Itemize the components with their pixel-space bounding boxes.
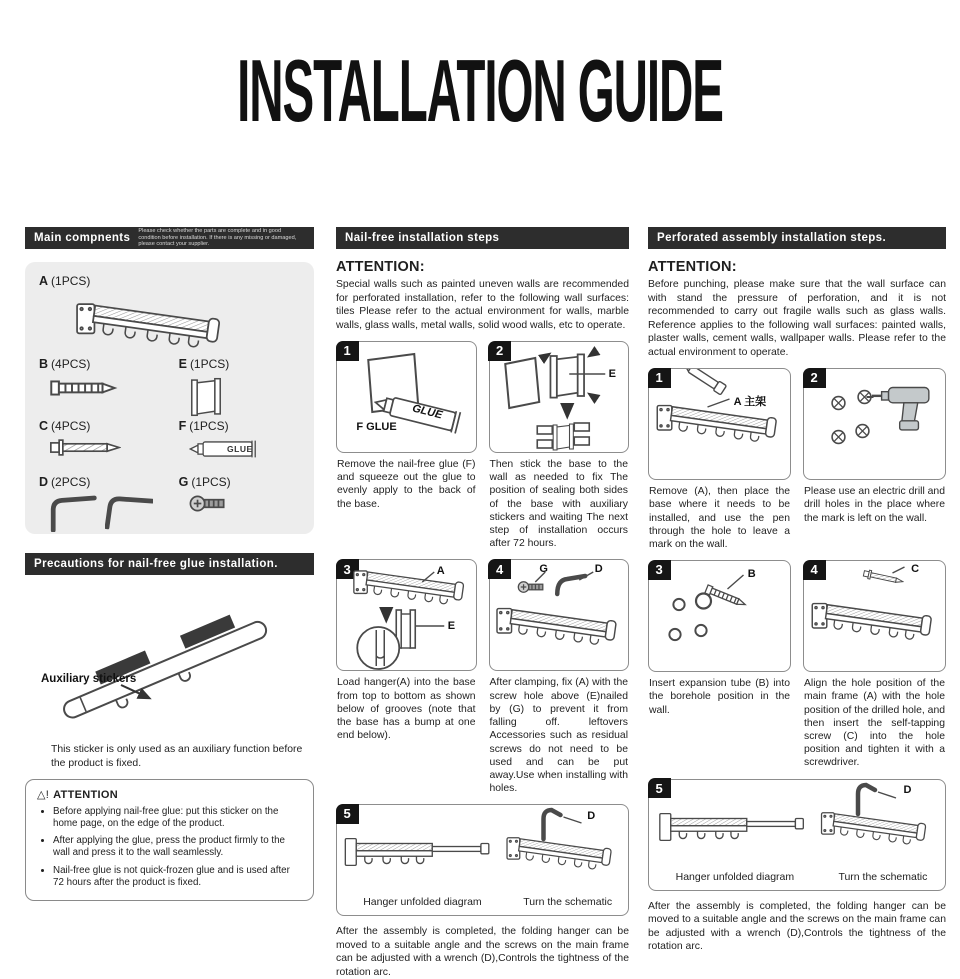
- label-g: G: [539, 562, 548, 575]
- main-components-title: Main compnents: [34, 232, 131, 244]
- auxiliary-sticker-illustration: [25, 581, 314, 739]
- part-e: E (1PCS): [179, 357, 300, 419]
- unfolded-diagram-label: Hanger unfolded diagram: [363, 896, 482, 909]
- step-number-badge: 1: [648, 368, 671, 388]
- auxiliary-stickers-label: Auxiliary stickers: [41, 673, 137, 685]
- label-a-frame: A 主架: [733, 396, 767, 409]
- step-caption-2: Please use an electric drill and drill holes in the place where the mark is left on the wall.: [804, 486, 945, 524]
- label-a: A: [436, 564, 445, 577]
- drill-holes-drawing: [804, 369, 945, 479]
- step-number-badge: 2: [488, 341, 511, 361]
- parts-grid: [39, 357, 300, 533]
- turn-schematic-label: Turn the schematic: [838, 870, 928, 883]
- allen-wrench-icon: [105, 494, 153, 532]
- perforated-footer: After the assembly is completed, the folding hanger can be moved to a suitable angle and the screws on the main frame can be adjusted with a wrench (D),Controls the tightness of the rotation arc.: [648, 900, 946, 953]
- step-number-badge: 4: [488, 559, 511, 579]
- main-components-note: Please check whether the parts are complete and in good condition before installation. If there is any missing or damaged, please contact your supplier.: [138, 227, 297, 248]
- nail-free-attention-text: Special walls such as painted uneven walls are recommended for perforated installation, refer to the following wall surfaces: tiles Please refer to the actual environment for walls, marble walls, glass walls, metal walls, solid wood walls, etc to operate.: [336, 279, 629, 331]
- unfolded-diagram-label: Hanger unfolded diagram: [675, 870, 795, 883]
- nail-free-column: [336, 227, 629, 979]
- label-f-glue: F GLUE: [356, 421, 397, 434]
- hanger-frame-icon: [49, 293, 254, 357]
- components-box: [25, 262, 314, 534]
- step-number-badge: 5: [648, 778, 671, 798]
- label-d: D: [587, 809, 596, 822]
- expansion-anchor-icon: [49, 376, 119, 400]
- part-d: D (2PCS): [39, 475, 179, 533]
- main-components-header: [25, 227, 314, 249]
- step-number-badge: 3: [336, 559, 359, 579]
- insert-anchor-drawing: [649, 561, 790, 671]
- fix-with-screw-drawing: [490, 560, 629, 670]
- step-frame-4: [803, 560, 946, 672]
- label-c: C: [911, 563, 920, 576]
- nail-free-header: Nail-free installation steps: [336, 227, 629, 249]
- step-number-badge: 4: [803, 560, 826, 580]
- nail-free-footer: After the assembly is completed, the folding hanger can be moved to a suitable angle and the screws on the main frame can be adjusted with a wrench (D),Controls the tightness of the rotation arc.: [336, 926, 629, 978]
- step-frame-5: [336, 804, 629, 916]
- perforated-steps: [648, 368, 946, 890]
- step-number-badge: 5: [336, 804, 359, 824]
- part-a: [39, 274, 300, 357]
- step-number-badge: 2: [803, 368, 826, 388]
- step-caption-2: Then stick the base to the wall as needed to fix The position of sealing both sides of the base with auxiliary stickers and waiting The next step of installation occurs after 72 hours.: [489, 459, 628, 550]
- label-d: D: [903, 783, 912, 796]
- mark-wall-drawing: [649, 369, 790, 479]
- attention-bullet: • After applying the glue, press the product firmly to the wall and press it to the wall seamlessly.: [53, 835, 302, 859]
- step-caption-4: Align the hole position of the main frame (A) with the hole position of the drilled hole, and then insert the self-tapping screw (C) into the hole position and tighten it with a screwdriver.: [804, 678, 945, 769]
- step-caption-1: Remove (A), then place the base where it needs to be installed, and use the pen through the hole to leave a mark on the wall.: [649, 486, 790, 550]
- nail-free-attention-title: ATTENTION:: [336, 259, 425, 275]
- label-glue-on-tube: GLUE: [410, 402, 444, 422]
- step-frame-2: [803, 368, 946, 480]
- glue-tube-text: GLUE: [227, 444, 253, 454]
- step-frame-3: [648, 560, 791, 672]
- label-e: E: [608, 368, 616, 381]
- components-column: [25, 227, 314, 901]
- self-tapping-screw-icon: [49, 438, 121, 457]
- step-number-badge: 1: [336, 341, 359, 361]
- part-a-label: A (1PCS): [39, 274, 91, 288]
- nail-free-steps: [336, 341, 629, 916]
- perforated-header: Perforated assembly installation steps.: [648, 227, 946, 249]
- attention-bullet: • Nail-free glue is not quick-frozen glue and is used after 72 hours after the product is fixed.: [53, 865, 302, 889]
- sticker-rod-drawing: [25, 581, 314, 739]
- label-e: E: [447, 619, 456, 632]
- step-number-badge: 3: [648, 560, 671, 580]
- turn-schematic-label: Turn the schematic: [523, 896, 613, 909]
- step-caption-3: Load hanger(A) into the base from top to bottom as shown below of grooves (note that the base has a bump at one end below).: [337, 677, 476, 742]
- glue-application-drawing: [337, 342, 476, 452]
- attention-bullet-list: [37, 806, 302, 889]
- tighten-screw-drawing: [804, 561, 945, 671]
- precautions-header: [25, 553, 314, 575]
- base-bracket-icon: [189, 376, 223, 418]
- page-title: INSTALLATION GUIDE: [237, 41, 723, 140]
- attention-bullet: • Before applying nail-free glue: put this sticker on the home page, on the edge of the product.: [53, 806, 302, 830]
- step-frame-1: [336, 341, 477, 453]
- perforated-attention-title: ATTENTION:: [648, 259, 737, 275]
- step-caption-4: After clamping, fix (A) with the screw hole above (E)nailed by (G) to prevent it from falling off. leftovers Accessories such as residual screws do not need to be used and can be put away.Use when installing with holes.: [489, 677, 628, 795]
- step-frame-5: [648, 779, 946, 891]
- sticker-note: This sticker is only used as an auxiliary function before the product is fixed.: [51, 744, 303, 769]
- part-f: F (1PCS) GLUE: [179, 419, 300, 475]
- part-b: B (4PCS): [39, 357, 179, 419]
- part-g: G (1PCS): [179, 475, 300, 533]
- step-frame-4: [489, 559, 630, 671]
- label-d: D: [594, 562, 603, 575]
- perforated-attention-text: Before punching, please make sure that the wall surface can with stand the pressure of perforation, and it is not recommended to carry out fragile walls such as glass walls. Reference applies to the following wall surfaces: painted walls, plaster walls, cement walls, wallpaper walls. Please refer to the actual environment to operate.: [648, 279, 946, 358]
- step-caption-1: Remove the nail-free glue (F) and squeeze out the glue to evenly apply to the back of the base.: [337, 459, 476, 510]
- perforated-column: [648, 227, 946, 954]
- step-frame-1: [648, 368, 791, 480]
- part-c: C (4PCS): [39, 419, 179, 475]
- load-hanger-drawing: [337, 560, 476, 670]
- attention-box-title: △! ATTENTION: [37, 789, 118, 802]
- label-b: B: [747, 567, 756, 580]
- step-frame-2: [489, 341, 630, 453]
- step-frame-3: [336, 559, 477, 671]
- allen-wrench-icon: [49, 494, 97, 532]
- warning-triangle-icon: △!: [37, 789, 50, 802]
- step-caption-3: Insert expansion tube (B) into the borehole position in the wall.: [649, 678, 790, 716]
- machine-screw-icon: [189, 494, 227, 513]
- base-to-wall-drawing: [490, 342, 629, 452]
- attention-box: [25, 779, 314, 901]
- precautions-title: Precautions for nail-free glue installation.: [34, 558, 278, 570]
